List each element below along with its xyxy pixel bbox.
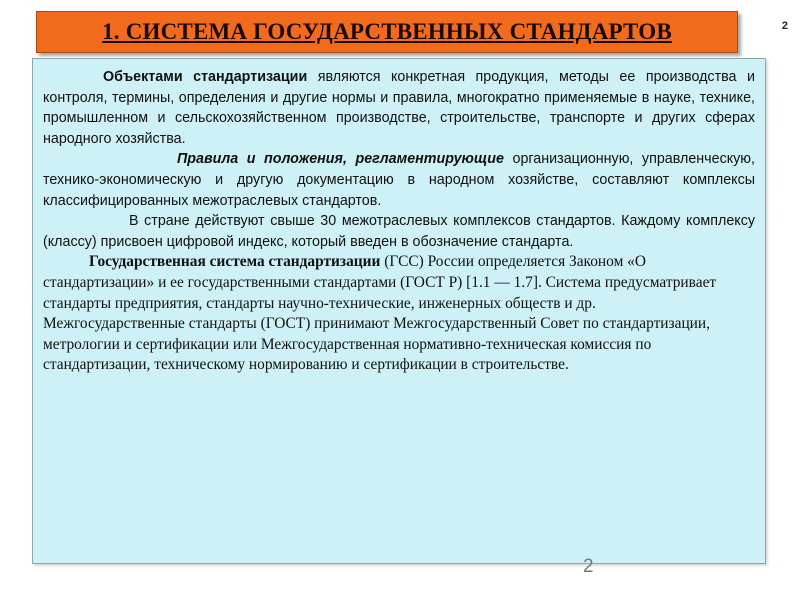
paragraph-interstate: Межгосударственные стандарты (ГОСТ) принимают Межгосударственный Совет по стандартизации, метрологии и сертификации или Межгосударственная нормативно-техническая комиссия по стандартизации, техническому нормированию и сертификации в строительстве.: [43, 315, 711, 374]
slide-number-top: 2: [781, 20, 788, 32]
slide-title: 1. СИСТЕМА ГОСУДАРСТВЕННЫХ СТАНДАРТОВ: [102, 19, 672, 44]
paragraph-complexes: В стране действуют свыше 30 межотраслевых комплексов стандартов. Каждому комплексу (классу) присвоен цифровой индекс, который введен в обозначение стандарта.: [43, 213, 755, 250]
paragraph-rules-text: организационную, управленческую, технико-экономическую и другую документацию в народном хозяйстве, составляют комплексы классифицированных межотраслевых стандартов.: [43, 151, 755, 209]
title-banner: [36, 11, 738, 53]
slide-number-bottom: 2: [583, 556, 594, 577]
paragraph-gss-text: (ГСС) России определяется Законом «О стандартизации» и ее государственными стандартами (ГОСТ Р) [1.1 — 1.7]. Система предусматривает стандарты предприятия, стандарты научно-технические, инженерных обществ и др.: [43, 253, 717, 312]
content-panel: [32, 58, 766, 564]
paragraph-rules: [43, 149, 755, 211]
paragraph-objects-text: являются конкретная продукция, методы ее производства и контроля, термины, определения и другие нормы и правила, многократно применяемые в науке, технике, промышленном и сельскохозяйственном производстве, строительстве, транспорте и других сферах народного хозяйства.: [43, 69, 755, 147]
paragraph-rules-lead: Правила и положения, регламентирующие: [177, 151, 504, 168]
paragraph-gss: [43, 252, 755, 314]
paragraph-objects-lead: Объектами стандартизации: [103, 69, 308, 85]
paragraph-gss-lead: Государственная система стандартизации: [89, 253, 381, 271]
paragraph-objects: [43, 67, 755, 149]
